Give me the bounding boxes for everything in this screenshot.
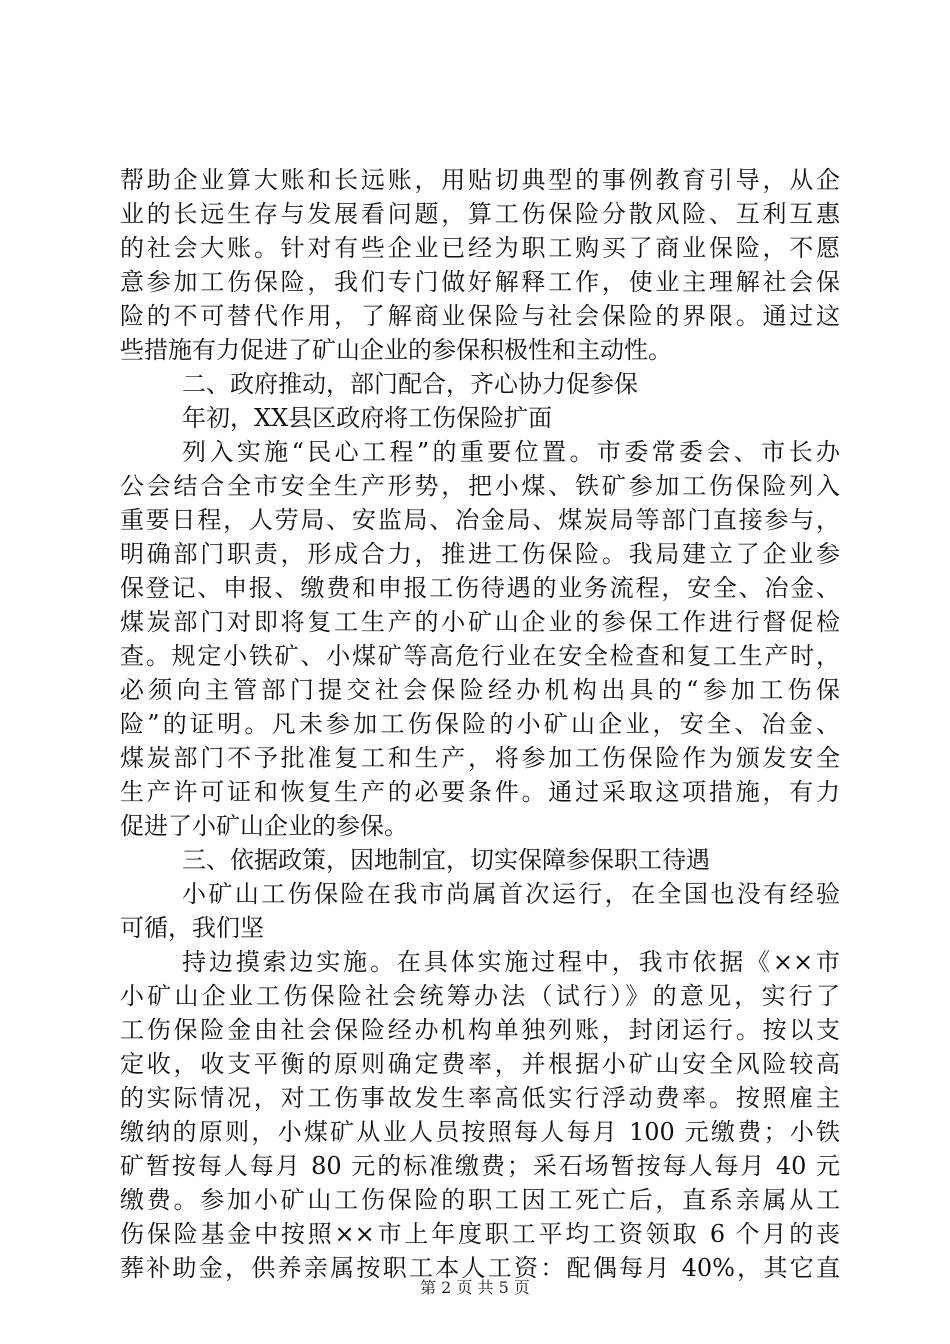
text-line: 矿暂按每人每月 80 元的标准缴费；采石场暂按每人每月 40 元 (120, 1152, 840, 1180)
text-line: 公会结合全市安全生产形势，把小煤、铁矿参加工伤保险列入 (120, 472, 840, 500)
text-line: 的实际情况，对工伤事故发生率高低实行浮动费率。按照雇主 (120, 1084, 840, 1112)
text-line: 小矿山工伤保险在我市尚属首次运行，在全国也没有经验 (182, 880, 840, 908)
document-body (120, 163, 840, 1285)
text-line: 持边摸索边实施。在具体实施过程中，我市依据《××市 (182, 948, 840, 976)
text-line: 重要日程，人劳局、安监局、冶金局、煤炭局等部门直接参与， (120, 506, 840, 534)
text-line: 煤炭部门对即将复工生产的小矿山企业的参保工作进行督促检 (120, 608, 840, 636)
text-line: 定收，收支平衡的原则确定费率，并根据小矿山安全风险较高 (120, 1050, 840, 1078)
text-line: 险的不可替代作用，了解商业保险与社会保险的界限。通过这 (120, 302, 840, 330)
text-line: 缴纳的原则，小煤矿从业人员按照每人每月 100 元缴费；小铁 (120, 1118, 840, 1146)
text-line: 三、依据政策，因地制宜，切实保障参保职工待遇 (182, 846, 710, 874)
text-line: 生产许可证和恢复生产的必要条件。通过采取这项措施，有力 (120, 778, 840, 806)
text-line: 小矿山企业工伤保险社会统筹办法（试行）》的意见，实行了 (120, 982, 840, 1010)
text-line: 工伤保险金由社会保险经办机构单独列账，封闭运行。按以支 (120, 1016, 840, 1044)
text-line: 的社会大账。针对有些企业已经为职工购买了商业保险，不愿 (120, 234, 840, 262)
text-line: 煤炭部门不予批准复工和生产，将参加工伤保险作为颁发安全 (120, 744, 840, 772)
text-line: 缴费。参加小矿山工伤保险的职工因工死亡后，直系亲属从工 (120, 1186, 840, 1214)
text-line: 促进了小矿山企业的参保。 (120, 812, 408, 840)
text-line: 业的长远生存与发展看问题，算工伤保险分散风险、互利互惠 (120, 200, 840, 228)
text-line: 必须向主管部门提交社会保险经办机构出具的“参加工伤保 (120, 676, 840, 704)
text-line: 可循，我们坚 (120, 914, 264, 942)
text-line: 意参加工伤保险，我们专门做好解释工作，使业主理解社会保 (120, 268, 840, 296)
text-line: 葬补助金，供养亲属按职工本人工资：配偶每月 40%，其它直 (120, 1254, 840, 1282)
page-footer: 第 2 页 共 5 页 (420, 1278, 530, 1297)
text-line: 查。规定小铁矿、小煤矿等高危行业在安全检查和复工生产时， (120, 642, 840, 670)
text-line: 列入实施“民心工程”的重要位置。市委常委会、市长办 (182, 438, 840, 466)
text-line: 二、政府推动，部门配合，齐心协力促参保 (182, 370, 638, 398)
text-line: 保登记、申报、缴费和申报工伤待遇的业务流程，安全、冶金、 (120, 574, 840, 602)
text-line: 帮助企业算大账和长远账，用贴切典型的事例教育引导，从企 (120, 166, 840, 194)
text-line: 些措施有力促进了矿山企业的参保积极性和主动性。 (120, 336, 672, 364)
text-line: 明确部门职责，形成合力，推进工伤保险。我局建立了企业参 (120, 540, 840, 568)
text-line: 险”的证明。凡未参加工伤保险的小矿山企业，安全、冶金、 (120, 710, 840, 738)
text-line: 伤保险基金中按照××市上年度职工平均工资领取 6 个月的丧 (120, 1220, 840, 1248)
text-line: 年初，XX县区政府将工伤保险扩面 (182, 404, 553, 432)
